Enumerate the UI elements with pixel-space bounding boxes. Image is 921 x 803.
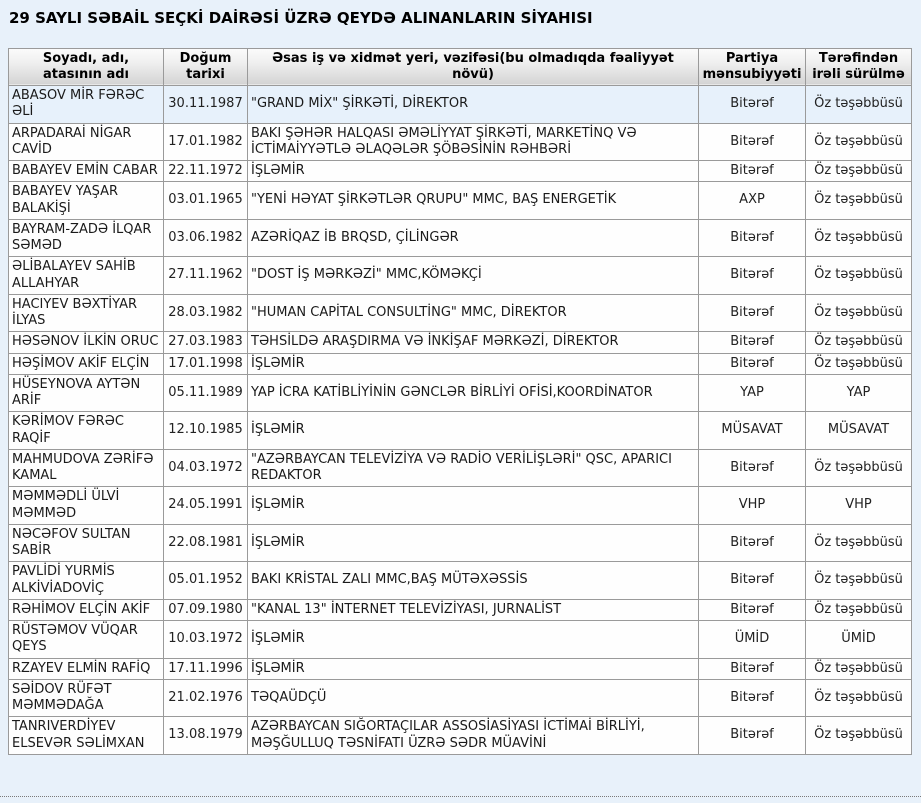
cell-nominated-by: Öz təşəbbüsü (806, 123, 912, 161)
cell-birth-date: 10.03.1972 (164, 621, 248, 659)
cell-party: AXP (699, 182, 806, 220)
cell-name: PAVLİDİ YURMİS ALKİVİADOVİÇ (9, 562, 164, 600)
cell-birth-date: 07.09.1980 (164, 599, 248, 620)
cell-birth-date: 05.11.1989 (164, 374, 248, 412)
cell-name: RZAYEV ELMİN RAFİQ (9, 658, 164, 679)
registered-candidates-table (8, 48, 912, 755)
cell-party: YAP (699, 374, 806, 412)
cell-party: MÜSAVAT (699, 412, 806, 450)
cell-workplace: "GRAND MİX" ŞİRKƏTİ, DİREKTOR (248, 86, 699, 124)
cell-name: BABAYEV YAŞAR BALAKİŞİ (9, 182, 164, 220)
cell-name: HÜSEYNOVA AYTƏN ARİF (9, 374, 164, 412)
cell-party: Bitərəf (699, 599, 806, 620)
cell-birth-date: 24.05.1991 (164, 487, 248, 525)
cell-workplace: AZƏRİQAZ İB BRQSD, ÇİLİNGƏR (248, 219, 699, 257)
table-row (9, 658, 912, 679)
cell-birth-date: 17.01.1998 (164, 353, 248, 374)
cell-workplace: AZƏRBAYCAN SIĞORTAÇILAR ASSOSİASİYASI İCTİMAİ BİRLİYİ, MƏŞĞULLUQ TƏSNİFATI ÜZRƏ SƏDR MÜAVİNİ (248, 717, 699, 755)
table-row (9, 219, 912, 257)
cell-name: RƏHİMOV ELÇİN AKİF (9, 599, 164, 620)
cell-workplace: TƏQAÜDÇÜ (248, 679, 699, 717)
cell-birth-date: 12.10.1985 (164, 412, 248, 450)
bottom-dotted-divider (0, 796, 921, 797)
cell-party: Bitərəf (699, 562, 806, 600)
cell-party: Bitərəf (699, 449, 806, 487)
table-row (9, 524, 912, 562)
cell-nominated-by: Öz təşəbbüsü (806, 562, 912, 600)
table-row (9, 374, 912, 412)
cell-party: Bitərəf (699, 219, 806, 257)
table-row (9, 562, 912, 600)
table-row (9, 182, 912, 220)
cell-party: ÜMİD (699, 621, 806, 659)
cell-nominated-by: Öz təşəbbüsü (806, 294, 912, 332)
cell-nominated-by: Öz təşəbbüsü (806, 86, 912, 124)
cell-workplace: İŞLƏMİR (248, 658, 699, 679)
cell-nominated-by: Öz təşəbbüsü (806, 353, 912, 374)
column-header-name: Soyadı, adı, atasının adı (9, 48, 164, 86)
cell-party: Bitərəf (699, 353, 806, 374)
cell-party: Bitərəf (699, 658, 806, 679)
cell-nominated-by: VHP (806, 487, 912, 525)
cell-birth-date: 30.11.1987 (164, 86, 248, 124)
table-row (9, 717, 912, 755)
cell-name: HƏSƏNOV İLKİN ORUC (9, 332, 164, 353)
cell-birth-date: 03.06.1982 (164, 219, 248, 257)
column-header-party: Partiya mənsubiyyəti (699, 48, 806, 86)
table-row (9, 487, 912, 525)
cell-nominated-by: Öz təşəbbüsü (806, 182, 912, 220)
cell-workplace: İŞLƏMİR (248, 524, 699, 562)
cell-name: BABAYEV EMİN CABAR (9, 161, 164, 182)
table-header (9, 48, 912, 86)
column-header-workplace: Əsas iş və xidmət yeri, vəzifəsi(bu olmadıqda fəaliyyət növü) (248, 48, 699, 86)
table-row (9, 412, 912, 450)
cell-birth-date: 22.11.1972 (164, 161, 248, 182)
cell-birth-date: 13.08.1979 (164, 717, 248, 755)
cell-birth-date: 05.01.1952 (164, 562, 248, 600)
cell-name: MAHMUDOVA ZƏRİFƏ KAMAL (9, 449, 164, 487)
cell-name: RÜSTƏMOV VÜQAR QEYS (9, 621, 164, 659)
page-title: 29 SAYLI SƏBAİL SEÇKİ DAİRƏSİ ÜZRƏ QEYDƏ ALINANLARIN SİYAHISI (9, 9, 593, 27)
table-row (9, 86, 912, 124)
cell-party: Bitərəf (699, 332, 806, 353)
cell-birth-date: 27.11.1962 (164, 257, 248, 295)
cell-birth-date: 04.03.1972 (164, 449, 248, 487)
cell-birth-date: 21.02.1976 (164, 679, 248, 717)
cell-name: BAYRAM-ZADƏ İLQAR SƏMƏD (9, 219, 164, 257)
cell-party: Bitərəf (699, 294, 806, 332)
cell-workplace: BAKI ŞƏHƏR HALQASI ƏMƏLİYYAT ŞİRKƏTİ, MARKETİNQ VƏ İCTİMAİYYƏTLƏ ƏLAQƏLƏR ŞÖBƏSİNİN RƏHBƏRİ (248, 123, 699, 161)
cell-party: VHP (699, 487, 806, 525)
cell-birth-date: 27.03.1983 (164, 332, 248, 353)
cell-workplace: TƏHSİLDƏ ARAŞDIRMA VƏ İNKİŞAF MƏRKƏZİ, DİREKTOR (248, 332, 699, 353)
cell-name: HACIYEV BƏXTİYAR İLYAS (9, 294, 164, 332)
cell-name: ARPADARAİ NİGAR CAVİD (9, 123, 164, 161)
cell-birth-date: 17.01.1982 (164, 123, 248, 161)
cell-workplace: "HUMAN CAPİTAL CONSULTİNG" MMC, DİREKTOR (248, 294, 699, 332)
cell-nominated-by: Öz təşəbbüsü (806, 161, 912, 182)
cell-name: ABASOV MİR FƏRƏC ƏLİ (9, 86, 164, 124)
cell-birth-date: 03.01.1965 (164, 182, 248, 220)
cell-workplace: İŞLƏMİR (248, 487, 699, 525)
cell-party: Bitərəf (699, 524, 806, 562)
table-row (9, 257, 912, 295)
table-row (9, 294, 912, 332)
cell-workplace: İŞLƏMİR (248, 353, 699, 374)
table-row (9, 599, 912, 620)
cell-party: Bitərəf (699, 257, 806, 295)
table-row (9, 621, 912, 659)
cell-workplace: "YENİ HƏYAT ŞİRKƏTLƏR QRUPU" MMC, BAŞ ENERGETİK (248, 182, 699, 220)
cell-party: Bitərəf (699, 86, 806, 124)
cell-party: Bitərəf (699, 161, 806, 182)
cell-nominated-by: Öz təşəbbüsü (806, 679, 912, 717)
cell-name: HƏŞİMOV AKİF ELÇİN (9, 353, 164, 374)
cell-name: KƏRİMOV FƏRƏC RAQİF (9, 412, 164, 450)
cell-nominated-by: ÜMİD (806, 621, 912, 659)
cell-birth-date: 17.11.1996 (164, 658, 248, 679)
cell-workplace: İŞLƏMİR (248, 412, 699, 450)
cell-nominated-by: Öz təşəbbüsü (806, 717, 912, 755)
table-row (9, 449, 912, 487)
table-row (9, 161, 912, 182)
cell-birth-date: 28.03.1982 (164, 294, 248, 332)
table-row (9, 679, 912, 717)
cell-nominated-by: Öz təşəbbüsü (806, 257, 912, 295)
cell-party: Bitərəf (699, 679, 806, 717)
cell-nominated-by: Öz təşəbbüsü (806, 524, 912, 562)
cell-name: ƏLİBALAYEV SAHİB ALLAHYAR (9, 257, 164, 295)
header-row (9, 48, 912, 86)
column-header-nominated-by: Tərəfindən irəli sürülmə (806, 48, 912, 86)
table-row (9, 353, 912, 374)
cell-nominated-by: Öz təşəbbüsü (806, 599, 912, 620)
table-row (9, 123, 912, 161)
cell-workplace: "KANAL 13" İNTERNET TELEVİZİYASI, JURNALİST (248, 599, 699, 620)
cell-birth-date: 22.08.1981 (164, 524, 248, 562)
cell-party: Bitərəf (699, 717, 806, 755)
cell-nominated-by: MÜSAVAT (806, 412, 912, 450)
cell-name: SƏİDOV RÜFƏT MƏMMƏDAĞA (9, 679, 164, 717)
cell-name: NƏCƏFOV SULTAN SABİR (9, 524, 164, 562)
cell-name: TANRIVERDİYEV ELSEVƏR SƏLİMXAN (9, 717, 164, 755)
cell-workplace: YAP İCRA KATİBLİYİNİN GƏNCLƏR BİRLİYİ OFİSİ,KOORDİNATOR (248, 374, 699, 412)
cell-party: Bitərəf (699, 123, 806, 161)
cell-workplace: "AZƏRBAYCAN TELEVİZİYA VƏ RADİO VERİLİŞLƏRİ" QSC, APARICI REDAKTOR (248, 449, 699, 487)
cell-workplace: İŞLƏMİR (248, 621, 699, 659)
cell-workplace: "DOST İŞ MƏRKƏZİ" MMC,KÖMƏKÇİ (248, 257, 699, 295)
cell-nominated-by: Öz təşəbbüsü (806, 449, 912, 487)
cell-nominated-by: Öz təşəbbüsü (806, 332, 912, 353)
cell-workplace: İŞLƏMİR (248, 161, 699, 182)
table-body (9, 86, 912, 755)
cell-name: MƏMMƏDLİ ÜLVİ MƏMMƏD (9, 487, 164, 525)
cell-nominated-by: Öz təşəbbüsü (806, 219, 912, 257)
column-header-birth-date: Doğum tarixi (164, 48, 248, 86)
cell-workplace: BAKI KRİSTAL ZALI MMC,BAŞ MÜTƏXƏSSİS (248, 562, 699, 600)
cell-nominated-by: YAP (806, 374, 912, 412)
table-row (9, 332, 912, 353)
cell-nominated-by: Öz təşəbbüsü (806, 658, 912, 679)
